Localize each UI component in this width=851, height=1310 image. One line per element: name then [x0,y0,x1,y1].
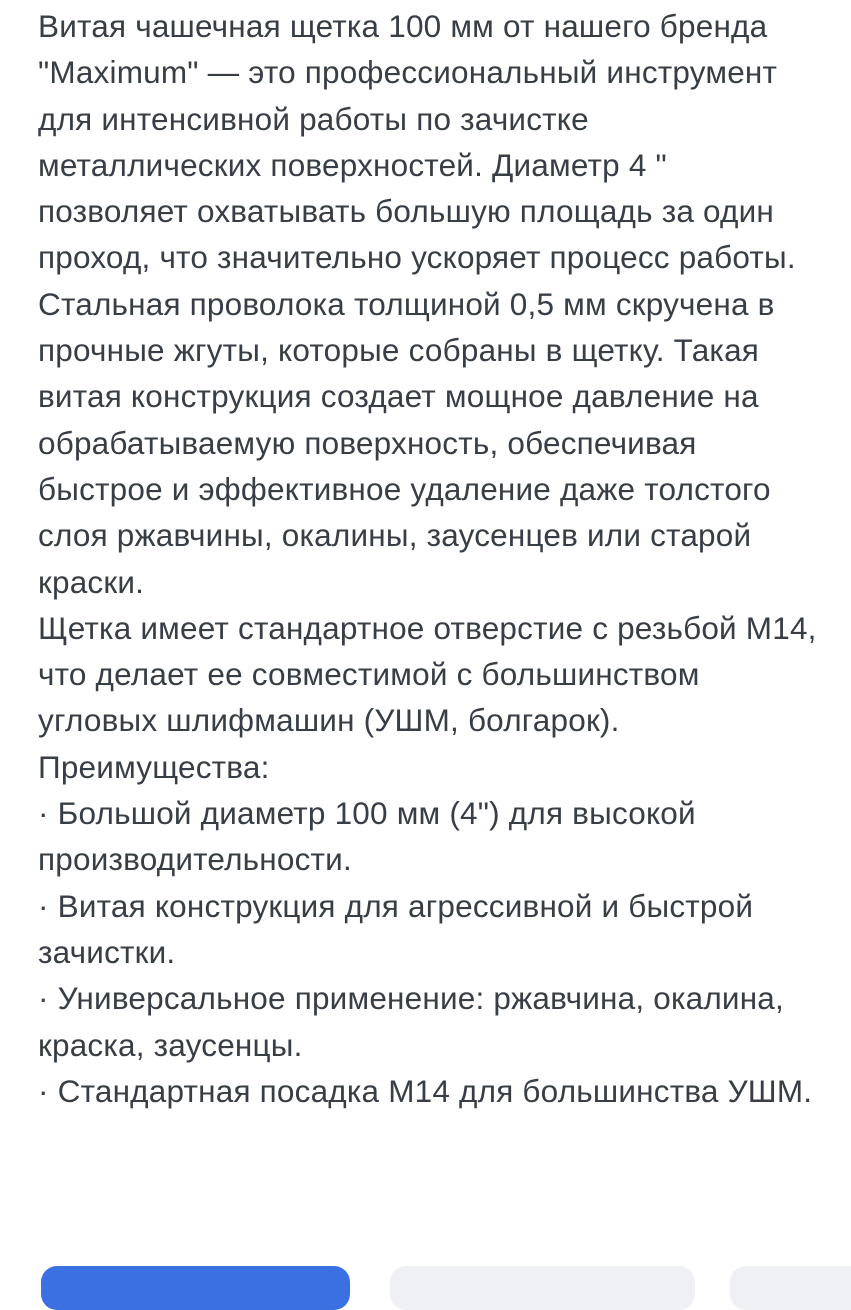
description-heading-advantages: Преимущества: [38,748,270,785]
description-paragraph-intro: Витая чашечная щетка 100 мм от нашего бренда "Maximum" — это профессиональный инструмент для интенсивной работы по зачистке металлических поверхностей. Диаметр 4 " позволяет охватывать большую площадь за один проход, что значительно ускоряет процесс работы. [38,8,796,276]
secondary-action-button[interactable] [390,1266,695,1310]
tertiary-action-button[interactable] [730,1266,851,1310]
product-description [38,3,819,1114]
description-bullet-diameter: · Большой диаметр 100 мм (4") для высокой производительности. [38,795,696,878]
description-bullet-construction: · Витая конструкция для агрессивной и быстрой зачистки. [38,887,754,970]
primary-action-button[interactable] [41,1266,350,1310]
description-bullet-mount: · Стандартная посадка М14 для большинства УШМ. [38,1072,813,1109]
description-paragraph-thread: Щетка имеет стандартное отверстие с резьбой М14, что делает ее совместимой с большинством угловых шлифмашин (УШМ, болгарок). [38,609,817,739]
description-bullet-universal: · Универсальное применение: ржавчина, окалина, краска, заусенцы. [38,980,784,1063]
description-paragraph-wire: Стальная проволока толщиной 0,5 мм скручена в прочные жгуты, которые собраны в щетку. Такая витая конструкция создает мощное давление на обрабатываемую поверхность, обеспечивая быстрое и эффективное удаление даже толстого слоя ржавчины, окалины, заусенцев или старой краски. [38,285,775,600]
